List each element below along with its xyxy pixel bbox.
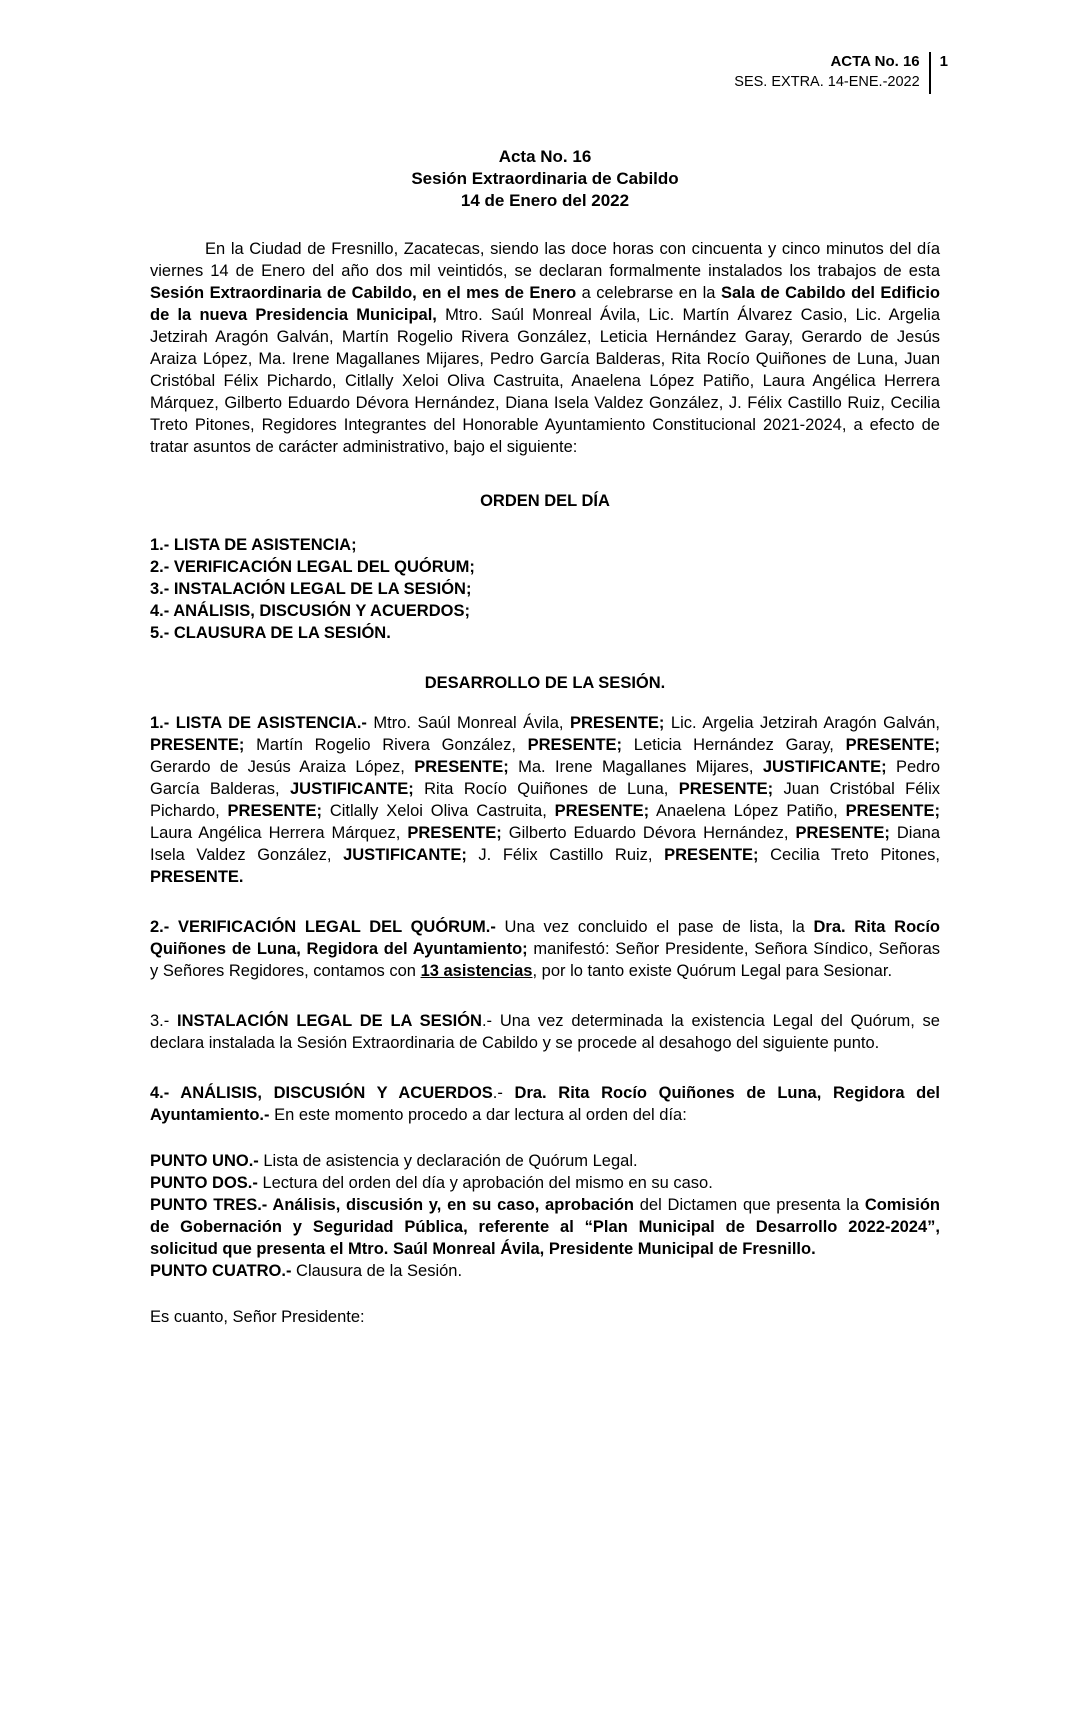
paragraph-lista-asistencia <box>150 712 940 888</box>
paragraph-punto-tres <box>150 1194 940 1260</box>
text-run-bold: INSTALACIÓN LEGAL DE LA SESIÓN <box>177 1012 482 1030</box>
text-run-bold: JUSTIFICANTE; <box>289 780 414 798</box>
header-session-label: SES. EXTRA. 14-ENE.-2022 <box>734 74 920 90</box>
text-run: Es cuanto, Señor Presidente: <box>150 1308 365 1326</box>
text-run-bold: 4.- ANÁLISIS, DISCUSIÓN Y ACUERDOS <box>150 1084 493 1102</box>
page-number: 1 <box>939 53 948 70</box>
paragraph-es-cuanto <box>150 1306 940 1328</box>
text-run-bold: PUNTO UNO.- <box>150 1152 259 1170</box>
text-run: Mtro. Saúl Monreal Ávila, <box>366 714 570 732</box>
header-divider <box>929 52 931 94</box>
text-run-bold: PRESENTE; <box>569 714 665 732</box>
text-run: Rita Rocío Quiñones de Luna, <box>413 780 679 798</box>
document-body <box>150 238 940 1328</box>
text-run-bold: PRESENTE; <box>795 824 890 842</box>
header-acta-label: ACTA No. 16 <box>830 53 920 70</box>
text-run-bold: PRESENTE; <box>527 736 623 754</box>
text-run: 3.- <box>150 1012 178 1030</box>
text-run-bold: 13 asistencias <box>420 962 533 980</box>
text-run: Mtro. Saúl Monreal Ávila, Lic. Martín Álvarez Casio, Lic. Argelia Jetzirah Aragón Galván, Martín Rogelio Rivera González, Leticia Hernández Garay, Gerardo de Jesús Araiza López, Ma. Irene Magallanes Mijares, Pedro García Balderas, Rita Rocío Quiñones de Luna, Juan Cristóbal Félix Pichardo, Citlally Xeloi Oliva Castruita, Anaelena López Patiño, Laura Angélica Herrera Márquez, Gilberto Eduardo Dévora Hernández, Diana Isela Valdez González, J. Félix Castillo Ruiz, Cecilia Treto Pitones, Regidores Integrantes del Honorable Ayuntamiento Constitucional 2021-2024, a efecto de tratar asuntos de carácter administrativo, bajo el siguiente: <box>150 306 940 456</box>
paragraph-instalacion-legal <box>150 1010 940 1054</box>
list-item: 2.- VERIFICACIÓN LEGAL DEL QUÓRUM; <box>150 558 475 576</box>
list-item: 1.- LISTA DE ASISTENCIA; <box>150 536 357 554</box>
text-run-bold: PUNTO TRES.- Análisis, discusión y, en su caso, aprobación <box>150 1196 634 1214</box>
text-run: Citlally Xeloi Oliva Castruita, <box>321 802 555 820</box>
text-run: Cecilia Treto Pitones, <box>758 846 940 864</box>
text-run-bold: Sesión Extraordinaria de Cabildo, en el mes de Enero <box>150 284 577 302</box>
text-run: .- <box>492 1084 515 1102</box>
text-run: .- Una vez determinada la existencia Legal del Quórum, se declara instalada la Sesión Extraordinaria de Cabildo y se procede al desahogo del siguiente punto. <box>150 1012 940 1052</box>
text-run: Leticia Hernández Garay, <box>622 736 846 754</box>
text-run-bold: PRESENTE; <box>150 736 245 754</box>
heading-orden-del-dia: ORDEN DEL DÍA <box>480 492 610 510</box>
text-run: J. Félix Castillo Ruiz, <box>466 846 665 864</box>
text-run: Una vez concluido el pase de lista, la <box>495 918 814 936</box>
text-run-bold: 2.- VERIFICACIÓN LEGAL DEL QUÓRUM.- <box>150 918 496 936</box>
heading-desarrollo: DESARROLLO DE LA SESIÓN. <box>424 674 666 692</box>
text-run-bold: PRESENTE; <box>845 736 941 754</box>
text-run-bold: 1.- LISTA DE ASISTENCIA.- <box>150 714 367 732</box>
text-run: Lista de asistencia y declaración de Quórum Legal. <box>258 1152 638 1170</box>
text-run-bold: Dra. Rita Rocío Quiñones de Luna, Regidora del Ayuntamiento; <box>150 918 940 958</box>
title-date-line: 14 de Enero del 2022 <box>460 191 630 210</box>
text-run-bold: PRESENTE; <box>678 780 774 798</box>
list-item: 3.- INSTALACIÓN LEGAL DE LA SESIÓN; <box>150 580 472 598</box>
text-run: Juan Cristóbal Félix Pichardo, <box>150 780 941 820</box>
title-acta-line: Acta No. 16 <box>498 147 592 166</box>
text-run: En este momento procedo a dar lectura al orden del día: <box>269 1106 687 1124</box>
text-run-bold: PRESENTE. <box>150 868 244 886</box>
text-run: Anaelena López Patiño, <box>649 802 846 820</box>
paragraph-punto-uno <box>150 1150 940 1172</box>
text-run-bold: PUNTO CUATRO.- <box>150 1262 292 1280</box>
text-run: Ma. Irene Magallanes Mijares, <box>508 758 763 776</box>
text-run-bold: PRESENTE; <box>664 846 759 864</box>
text-run-bold: PRESENTE; <box>845 802 940 820</box>
text-run: del Dictamen que presenta la <box>634 1196 865 1214</box>
text-run: Gilberto Eduardo Dévora Hernández, <box>501 824 796 842</box>
text-run: Laura Angélica Herrera Márquez, <box>150 824 408 842</box>
text-run-bold: Sala de Cabildo del Edificio de la nueva Presidencia Municipal, <box>150 284 940 324</box>
text-run: Martín Rogelio Rivera González, <box>244 736 528 754</box>
paragraph-apertura <box>150 238 940 458</box>
page-header <box>734 52 948 94</box>
text-run-bold: PRESENTE; <box>414 758 509 776</box>
text-run: Lic. Argelia Jetzirah Aragón Galván, <box>664 714 940 732</box>
text-run: Clausura de la Sesión. <box>291 1262 463 1280</box>
text-run: Pedro García Balderas, <box>150 758 940 798</box>
text-run-bold: Dra. Rita Rocío Quiñones de Luna, Regidora del Ayuntamiento.- <box>150 1084 940 1124</box>
paragraph-punto-dos <box>150 1172 940 1194</box>
text-run: Lectura del orden del día y aprobación del mismo en su caso. <box>257 1174 713 1192</box>
orden-del-dia-list <box>150 534 940 644</box>
text-run: En la Ciudad de Fresnillo, Zacatecas, siendo las doce horas con cincuenta y cinco minutos del día viernes 14 de Enero del año dos mil veintidós, se declaran formalmente instalados los trabajos de esta <box>150 240 940 280</box>
text-run-bold: Comisión de Gobernación y Seguridad Pública, referente al “Plan Municipal de Desarrollo 2022-2024”, solicitud que presenta el Mtro. Saúl Monreal Ávila, Presidente Municipal de Fresnillo. <box>150 1196 940 1258</box>
text-run-bold: PRESENTE; <box>227 802 322 820</box>
text-run: a celebrarse en la <box>576 284 721 302</box>
text-run: Gerardo de Jesús Araiza López, <box>150 758 415 776</box>
text-run-bold: PRESENTE; <box>407 824 502 842</box>
text-run-bold: PUNTO DOS.- <box>150 1174 258 1192</box>
text-run: Diana Isela Valdez González, <box>150 824 940 864</box>
paragraph-analisis-acuerdos <box>150 1082 940 1126</box>
text-run: manifestó: Señor Presidente, Señora Síndico, Señoras y Señores Regidores, contamos con <box>150 940 941 980</box>
paragraph-punto-cuatro <box>150 1260 940 1282</box>
list-item: 4.- ANÁLISIS, DISCUSIÓN Y ACUERDOS; <box>150 602 470 620</box>
list-item: 5.- CLAUSURA DE LA SESIÓN. <box>150 624 391 642</box>
document-title <box>150 146 940 212</box>
title-session-line: Sesión Extraordinaria de Cabildo <box>411 169 679 188</box>
paragraph-verificacion-quorum <box>150 916 940 982</box>
text-run-bold: JUSTIFICANTE; <box>343 846 467 864</box>
header-lines <box>734 52 919 92</box>
text-run: , por lo tanto existe Quórum Legal para Sesionar. <box>532 962 893 980</box>
text-run-bold: PRESENTE; <box>554 802 650 820</box>
text-run-bold: JUSTIFICANTE; <box>762 758 887 776</box>
